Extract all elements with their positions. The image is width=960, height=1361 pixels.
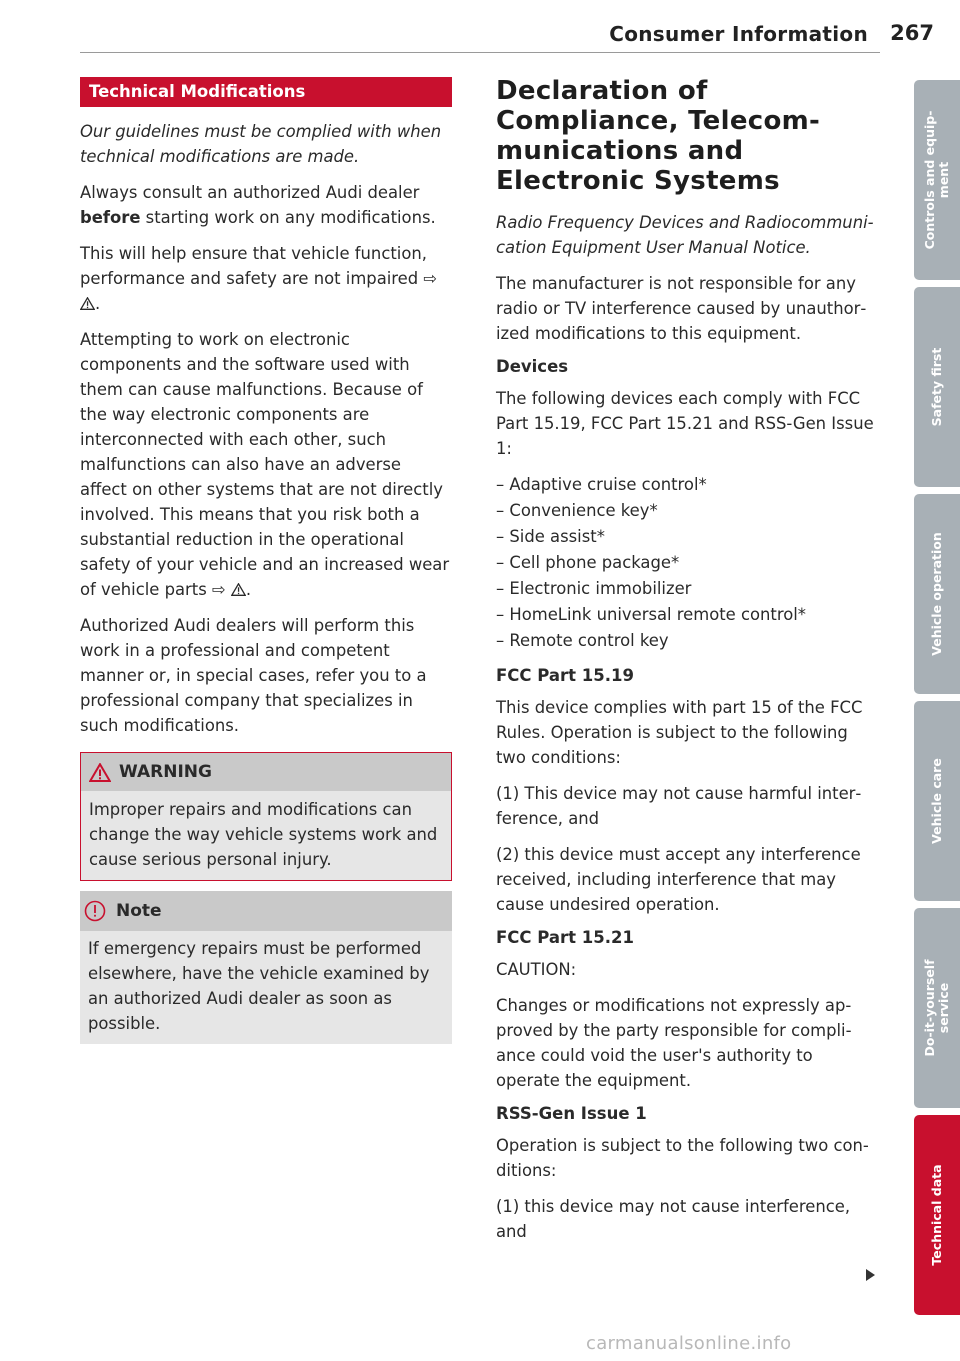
continue-arrow-icon [866,1269,875,1281]
section-title-bar: Technical Modifications [80,77,452,107]
warning-triangle-icon [89,763,111,782]
list-item: – Convenience key* [496,501,658,520]
warning-box [80,752,452,881]
devices-intro: The following devices each comply with FCC Part 15.19, FCC Part 15.21 and RSS-Gen Issue 1: [496,389,874,458]
fcc-1521-text: Changes or modifications not expressly approved by the party responsible for compliance could void the user's authority to operate the equipment. [496,996,852,1090]
tab-label: Do-it-yourself service [922,959,951,1057]
note-box [80,891,452,1044]
paragraph-text: starting work on any modifications. [140,208,436,227]
declaration-intro: Radio Frequency Devices and Radiocommunication Equipment User Manual Notice. [496,213,874,257]
tab-vehicle-care[interactable] [914,701,960,901]
paragraph-text: Always consult an authorized Audi dealer [80,183,420,202]
list-item: – HomeLink universal remote control* [496,605,806,624]
note-header [80,891,452,931]
warning-body [81,791,451,880]
paragraph-dealers: Authorized Audi dealers will perform this work in a professional and competent manner or, in special cases, refer you to a professional company that specializes in such modifications. [80,616,427,735]
warning-header [81,753,451,791]
tab-vehicle-operation[interactable] [914,494,960,694]
fcc-1519-condition-1: (1) This device may not cause harmful interference, and [496,784,862,828]
list-item: – Cell phone package* [496,553,680,572]
paragraph-consult [80,180,452,230]
section-intro: Our guidelines must be complied with when technical modifications are made. [80,122,442,166]
emphasis-text: before [80,208,141,227]
rss-text: Operation is subject to the following two conditions: [496,1136,869,1180]
tab-do-it-yourself-service[interactable] [914,908,960,1108]
rss-condition-1: (1) this device may not cause interference, and [496,1197,851,1241]
warning-triangle-icon[interactable] [80,297,95,310]
devices-heading: Devices [496,357,569,376]
fcc-1521-heading: FCC Part 15.21 [496,928,634,947]
list-item: – Electronic immobilizer [496,579,692,598]
tab-label: Vehicle care [929,758,944,844]
watermark: carmanualsonline.info [586,1333,792,1354]
paragraph-text: Attempting to work on electronic components and the software used with them can cause malfunctions. Because of the way electronic components are interconnected with each other, such malfunctions can also have an adverse affect on other systems that are not directly involved. This means that you risk both a substantial reduction in the operational safety of your vehicle and an increased wear of vehicle parts ⇨ [80,330,450,599]
fcc-1519-heading: FCC Part 15.19 [496,666,634,685]
warning-title: WARNING [119,762,212,782]
info-circle-icon [84,900,106,922]
tab-controls-and-equipment[interactable] [914,80,960,280]
page-number: 267 [890,21,934,45]
devices-list [496,472,876,654]
list-item: – Adaptive cruise control* [496,475,707,494]
list-item: – Side assist* [496,527,605,546]
right-column [496,76,876,1255]
list-item: – Remote control key [496,631,669,650]
note-text: If emergency repairs must be performed elsewhere, have the vehicle examined by an authorized Audi dealer as soon as possible. [88,939,430,1033]
paragraph-text: This will help ensure that vehicle function, performance and safety are not impaired ⇨ [80,244,438,288]
declaration-title: Declaration of Compliance, Telecommunications and Electronic Systems [496,76,820,196]
fcc-1519-condition-2: (2) this device must accept any interference received, including interference that may cause undesired operation. [496,845,861,914]
note-body [80,931,452,1044]
left-column [80,77,452,1044]
note-title: Note [116,901,162,921]
warning-triangle-icon[interactable] [231,583,246,596]
tab-label: Vehicle operation [929,532,944,656]
paragraph-electronics: Attempting to work on electronic components and the software used with them can cause malfunctions. Because of the way electronic components are interconnected with each other, such malfunctions can also have an adverse affect on other systems that are not directly involved. This means that you risk both a substantial reduction in the operational safety of your vehicle and an increased wear of vehicle parts ⇨ . [80,330,450,599]
fcc-1521-caution: CAUTION: [496,960,577,979]
header-title: Consumer Information [609,22,868,46]
manufacturer-paragraph: The manufacturer is not responsible for any radio or TV interference caused by unauthorized modifications to this equipment. [496,274,867,343]
tab-label: Technical data [929,1164,944,1266]
tab-technical-data[interactable] [914,1115,960,1315]
tab-safety-first[interactable] [914,287,960,487]
tab-label: Safety first [929,347,944,427]
rss-heading: RSS-Gen Issue 1 [496,1104,647,1123]
tab-label: Controls and equip- ment [922,110,951,250]
header-rule [80,52,880,53]
fcc-1519-text: This device complies with part 15 of the FCC Rules. Operation is subject to the following two conditions: [496,698,863,767]
paragraph-ensure: This will help ensure that vehicle function, performance and safety are not impaired ⇨ . [80,244,438,313]
warning-text: Improper repairs and modifications can change the way vehicle systems work and cause serious personal injury. [89,800,438,869]
